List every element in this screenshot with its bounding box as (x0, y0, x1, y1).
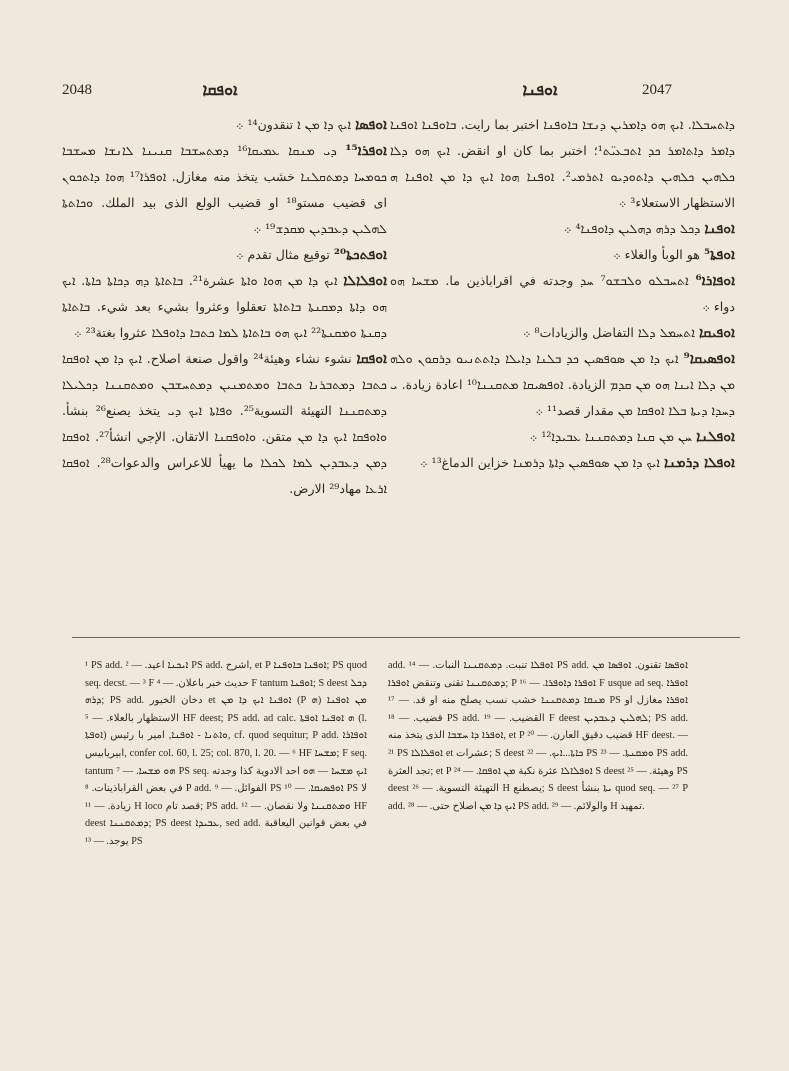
entry (62, 242, 387, 268)
apparatus-right-column (388, 657, 688, 815)
entry-text: ܐܝܟ ܕܐ ܡܢ ܐ تنقدون¹⁴ ܀ (235, 117, 352, 132)
entry-text: ܐܝܟ ܕܐ ܡܢ ܣܘܦܣܝܢ ܟܕ ܒܠܢܐ ܕܐܝܠܐ ܕܐܬܬܢܝܘ ܕܪܩܘܢ ܘܠܗ ܡܢ ܕܠܐ ܐܝܢܐ ܗܘ ܡܢ ܩܕܡ الزيادة. ܐܘܦܣܝܩܐ ܡܬܩܢܢܐ¹⁰ اعادة زيادة. ܝ ܕܚܕܐ ܕܝܬܐ ܒܠܐ ܐܘܦܩܐ ܡܢ مقدار قصد¹¹ ܀ (390, 351, 735, 418)
page-number-left: 2048 (62, 82, 92, 98)
entry-lemma: ܐܘܦܩܐ (356, 351, 387, 367)
apparatus-text: ¹ PS add. ܐܝܟܢܐ اعيد. — ² PS add. اشرح, et P ܐܘܦܢܐ ܒܐܘܦܢܐ; PS quod seq. decst. — ³ F حديث خبر باعلان. — ⁴ F tantum ܐܘܦܢܐ; S deest ܕܟܠ ܕܪܗ; PS add. دخان الخبور et ܐܘܦܢܐ ܐܝܟ ܕܐ ܡܢ (P ܗ) ܡܢ ܐܘܦܢܐ الاستظهار بالعلاء. — ⁵ HF deest; PS add. ad calc. ܗ ܐܘܦܢܐ ܐܘܦܬܐ (l. ܐܘܦܬܐ) ܘܐܬܢܐ - ܐܘܦܢܐ, امير با رئيس, cf. quod sequitur; P add. ܐܘܦܐܪܐ ابيريابيس, confer col. 60, l. 25; col. 870, l. 20. — ⁶ HF ܡܫܚܐ; F seq. tantum ܗܘ ܡܫܚܐ. — ⁷ PS seq. ܐܝܟ ܡܫܚܐ — ܗܘ احد الادوية كذا وجدته في بعض القراباذينات. ⁸ P add. الفوائل. — ⁹ PS ܐܘܦܣܝܩܐ. — ¹⁰ PS لا زيادة. — ¹¹ H loco قصد تام; PS add. ܘܡܬܩܢܢܐ ولا نقصان. — ¹² HF deest ܕܡܬܩܢܢܐ; PS deest ܥܒܝܕܐ, sed add. في بعض قوانين اليعاقبة يوجد. — ¹³ PS (85, 660, 368, 847)
entry-text: ܐܬܚܡܠ ܕܠܐ التفاضل والزيادات⁸ ܀ (522, 325, 695, 340)
entry-lemma: ܐܘܦܬܐ⁵ (703, 247, 735, 263)
entry (390, 346, 735, 424)
entry-lemma: ܐܘܦܠܢܐ (696, 429, 735, 445)
entry (390, 320, 735, 346)
entry (62, 112, 387, 138)
entry-text: ܕܝ ܡܢܩܐ ܥܡܝܩܐ¹⁶ ܕܡܬܚܫܒܐ ܩܢܝܢܐ ܠܐܢܫܐ ܡܚܫܒܐ ܟܘܡܚܐ ܕܡܬܩܠܢܐ خشب يتخذ منه مغازل. ܐܘܦܪܐ¹⁷ ܗܘܐ ܕܐܬܟܘܢ اى قضيب مستو¹⁸ او قضيب الولع الذى بيد الملك. ܘܟܐܬܬܐ ܠܗܠܝܢ ܕܥܒܕܝܢ ܡܩܕܫ¹⁹ ܀ (62, 143, 388, 236)
entry-lemma: ܐܘܦܬܟܬܐ²⁰ (333, 247, 387, 263)
entry-text: ܚܢ ܡܢ ܩܢܐ ܕܡܬܩܢܢܐ ܥܒܝܕܐ¹² ܀ (529, 429, 693, 444)
entry-lemma: ܐܘܦܠܐ ܕܪܡܢܐ (663, 455, 735, 471)
entry-lemma: ܐܘܦܢܐ (704, 221, 735, 237)
entry (62, 268, 387, 346)
left-text-column (62, 112, 387, 502)
running-head-left: ܐܘܦܩܐ (202, 80, 238, 99)
apparatus-text: add. ܐܘܦܠܐ تنبت. ܕܡܬܩܢܢܐ النبات. — ¹⁴ PS add. ܐܘܦܣܐ تقنون. ܐܘܦܣܐ ܡܢ ܕܡܬܩܢܢܐ تقنى وتنقض ܐܘܦܪܐ; P ܐܘܦܪܐ ܕܐܘܦܪܐ. — ¹⁶ F usque ad seq. ܐܘܦܪܐ ܡܢܩܐ ܕܡܬܩܢܢܐ خشب نسب يصلح منه او قد. — ¹⁷ PS ܐܘܦܪܐ مغازل او قضيب. — ¹⁸ PS add. القضيب. — ¹⁹ F deest ܠܗܠܝܢ ܕܥܒܕܝܢ; PS add. ܐܘܦܪܐ ܕܐ ܚܫܒܐ الذى يتخذ منه, et P قضيب دقيق العارن. — ²⁰ HF deest. — ²¹ PS ܐܘܦܠܐܠܐ et عشرات; S deest ܟܐܬܐ...ܐܝܟ. — ²² PS ܘܡܩܢܬܐ. — ²³ PS add. تجد العثرة; et P ܐܘܦܠܐܠܐ عثرة نكبة ܡܢ ܐܘܦܩܐ. — ²⁴ S deest وهيئة. — ²⁵ PS deest التهيئة التسوية. — ²⁶ H يصطنع; S deest ܝܬܐ بنشأ quod seq. — ²⁷ P add. ܐܝܟ ܕܐ ܡܢ اصلاح حتى. — ²⁸ PS add. والولائم. — ²⁹ H تمهيد. (388, 660, 689, 812)
entry-text: ܕܟܠ ܕܪܗ ܕܗܠܝܢ ܕܐܘܦܢܐ⁴ ܀ (563, 221, 701, 236)
entry-text: ܕܐܬܚܒܠܐ. ܐܝܟ ܗܘ ܕܐܡܪܝܢ ܕܢܫܐ ܒܐܘܦܢܐ اختبر بما رايت. ܒܐܘܦܢܐ ܐܘܦܢܐ ܕܐܡܪ ܕܐܬܐܡܪ ܟܕ ܐܬܒܥܝ̈ܬ¹؛ اختبر بما كان او انقض. ܐܝܟ ܗܘ ܕܠܐ ܟܠܗܝܢ ܟܠܗܝܢ ܕܐܬܘܕܝܘ ܐܬܪܡܝ². ܐܘܦܢܐ ܗܘܐ ܐܝܟ ܕܐ ܡܢ ܐܘܦܢܐ ܗ الاستظهار الاستعلاء³ ܀ (390, 117, 735, 210)
entry (390, 424, 735, 450)
entry (62, 346, 387, 502)
entry-lemma: ܐܘܦܝܩܐ (698, 325, 735, 341)
entry (62, 138, 387, 242)
entry (390, 112, 735, 216)
entry-lemma: ܐܘܦܐܪܐ⁶ (695, 273, 736, 289)
footnote-divider (72, 637, 740, 638)
entry-text: ܐܬܚܒܠܘ ܘܠܒܫܘ⁷ ܚܕ وجدته في اقراباذين ما. ܡܫܚܐ ܗܘ دواء ܀ (390, 273, 735, 314)
entry-lemma: ܐܘܦܠܐܠܐ (343, 273, 387, 289)
entry (390, 268, 735, 320)
apparatus-left-column (85, 657, 367, 851)
entry (390, 450, 735, 476)
entry (390, 216, 735, 242)
entry-text: توقيع مثال تقدم ܀ (235, 247, 330, 262)
entry-lemma: ܐܘܦܪܐ¹⁵ (345, 143, 387, 159)
page-number-right: 2047 (642, 82, 672, 98)
entry-lemma: ܐܘܦܣܐ (355, 117, 387, 133)
entry-text: ܐܝܟ ܕܐ ܡܢ ܗܘܐ ܘܐܬܐ عشرة²¹. ܒܐܬܐܬܐ ܕܗ ܕܟܐܬܐ ܟܐܬܐ. ܐܝܟ ܗܘ ܕܐܬܐ ܕܡܩܢܬܐ ܒܐܬܐܬܐ تعقلوا وعثروا بشيء بعد شيء. ܒܐܬܐܬܐ ܕܩܢܬܐ ܘܡܩܢܬܐ²² ܐܝܟ ܗܘ ܒܐܬܐܬܐ ܠܡܐ ܟܬܒܐ ܕܐܘܦܠܐ عثروا بغتة²³ ܀ (62, 273, 387, 340)
entry-text: نشوء نشاء وهيئة²⁴ واقول صنعة اصلاح. ܐܝܟ ܕܐ ܡܢ ܐܘܦܩܐ ܟܬܒܐ ܕܡܬܒܪܢܐ ܟܬܒܐ ܘܡܬܡܢܝܢ ܕܡܬܚܫܒܢ ܘܡܬܩܢܢܐ ܕܟܠܝܠܐ ܕܡܬܩܢܢܐ التهيئة التسوية²⁵. ܘܦܐܬܐ ܐܝܟ ܕܝ يتخذ يصنع²⁶ بنشأ. ܘܐܘܦܩܐ ܐܝܟ ܕܐ ܡܢ متقن. ܘܐܘܦܩܢܐ الاتقان. الإجي انشأ²⁷. ܐܘܦܩܐ ܕܡܢ ܕܥܒܕܝܢ ܠܡܐ ܠܟܠܐ ما يهيأ للاعراس والدعوات²⁸. ܐܘܦܩܐ ܐܪܥܐ مهاد²⁹ الارض. (62, 351, 388, 496)
entry-lemma: ܐܘܦܣܝܩܐ⁹ (683, 351, 735, 367)
right-text-column (390, 112, 735, 476)
running-head-right: ܐܘܦܢܐ (522, 80, 558, 99)
entry-text: هو الوبأ والغلاء ܀ (613, 247, 700, 262)
entry-text: ܐܝܟ ܕܐ ܡܢ ܣܘܦܣܝܢ ܕܐܬܐ ܕܪܡܢܐ خزاين الدماغ¹³ ܀ (419, 455, 660, 470)
entry (390, 242, 735, 268)
